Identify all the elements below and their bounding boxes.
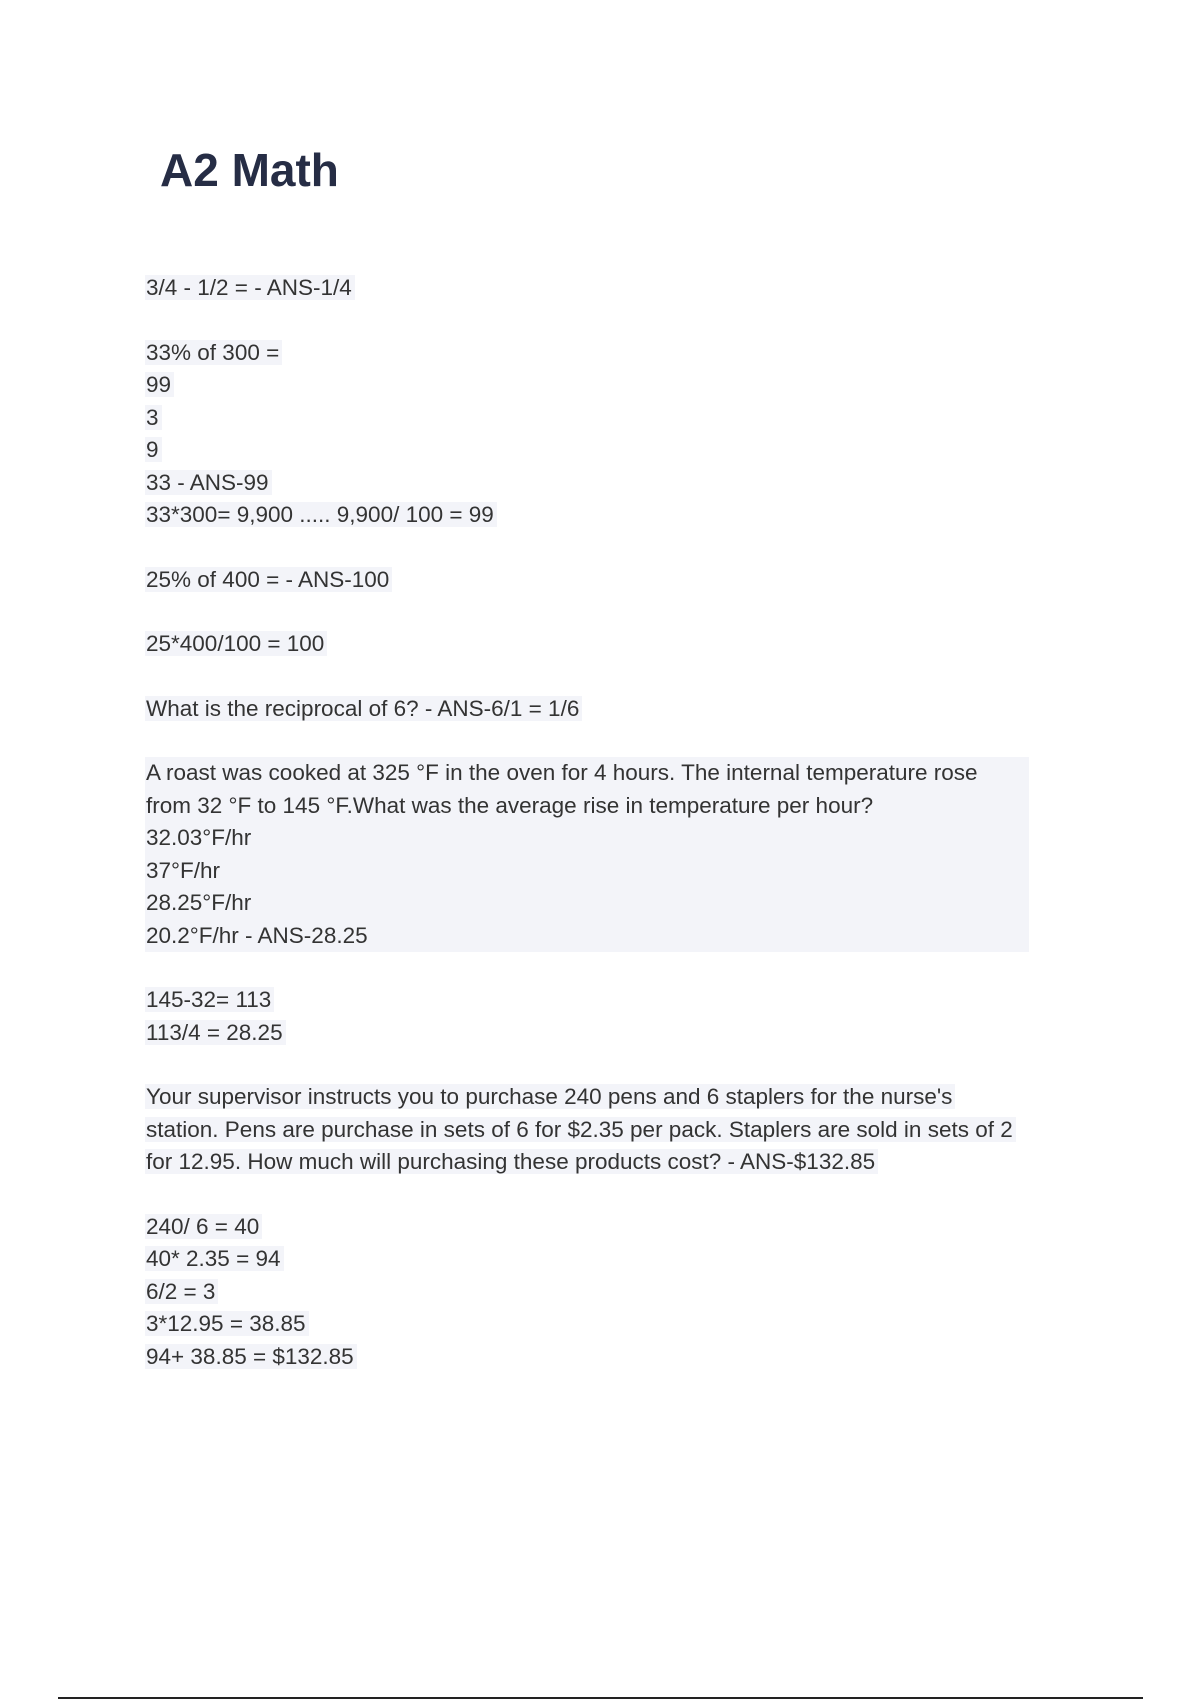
text-line: [145, 1017, 1085, 1050]
line-text: 33% of 300 =: [145, 340, 282, 365]
text-line: [145, 1243, 1085, 1276]
text-line: [145, 1211, 1085, 1244]
text-line: [145, 1081, 1085, 1114]
line-text: 28.25°F/hr: [145, 887, 1029, 920]
qa-block-percent-400: [145, 564, 1085, 597]
text-line: [145, 369, 1085, 402]
qa-block-percent-300: [145, 337, 1085, 532]
line-text: 3: [145, 405, 162, 430]
line-text: 33*300= 9,900 ..... 9,900/ 100 = 99: [145, 502, 497, 527]
text-line: [145, 920, 1085, 953]
text-line: [145, 272, 1085, 305]
work-block-percent-400: [145, 628, 1085, 661]
line-text: 9: [145, 437, 162, 462]
line-text: 3/4 - 1/2 = - ANS-1/4: [145, 275, 355, 300]
line-text: What is the reciprocal of 6? - ANS-6/1 = 1/6: [145, 696, 582, 721]
line-text: 33 - ANS-99: [145, 470, 272, 495]
text-line: [145, 1146, 1085, 1179]
text-line: [145, 693, 1085, 726]
text-line: [145, 337, 1085, 370]
text-line: [145, 790, 1085, 823]
work-block-supplies-cost: [145, 1211, 1085, 1374]
line-text: Your supervisor instructs you to purchase 240 pens and 6 staplers for the nurse's: [145, 1084, 955, 1109]
text-line: [145, 1276, 1085, 1309]
line-text: from 32 °F to 145 °F.What was the average rise in temperature per hour?: [145, 790, 1029, 823]
line-text: 6/2 = 3: [145, 1279, 218, 1304]
text-line: [145, 855, 1085, 888]
text-line: [145, 984, 1085, 1017]
text-line: [145, 1308, 1085, 1341]
text-line: [145, 1341, 1085, 1374]
qa-block-roast-temperature: [145, 757, 1085, 952]
text-line: [145, 1114, 1085, 1147]
line-text: 25*400/100 = 100: [145, 631, 327, 656]
line-text: 37°F/hr: [145, 855, 1029, 888]
line-text: station. Pens are purchase in sets of 6 for $2.35 per pack. Staplers are sold in sets of 2: [145, 1117, 1016, 1142]
document-body: [145, 272, 1085, 1405]
text-line: [145, 402, 1085, 435]
text-line: [145, 434, 1085, 467]
qa-block-reciprocal: [145, 693, 1085, 726]
text-line: [145, 757, 1085, 790]
text-line: [145, 822, 1085, 855]
line-text: 94+ 38.85 = $132.85: [145, 1344, 357, 1369]
qa-block-fraction-subtraction: [145, 272, 1085, 305]
line-text: 20.2°F/hr - ANS-28.25: [145, 920, 1029, 953]
page-title: A2 Math: [160, 144, 339, 196]
line-text: 32.03°F/hr: [145, 822, 1029, 855]
text-line: [145, 887, 1085, 920]
qa-block-supplies-cost: [145, 1081, 1085, 1179]
work-block-roast-temperature: [145, 984, 1085, 1049]
line-text: for 12.95. How much will purchasing these products cost? - ANS-$132.85: [145, 1149, 878, 1174]
line-text: 25% of 400 = - ANS-100: [145, 567, 392, 592]
footer-divider: [58, 1697, 1143, 1699]
text-line: [145, 467, 1085, 500]
line-text: 99: [145, 372, 174, 397]
line-text: 240/ 6 = 40: [145, 1214, 262, 1239]
line-text: 3*12.95 = 38.85: [145, 1311, 309, 1336]
line-text: 113/4 = 28.25: [145, 1020, 286, 1045]
text-line: [145, 564, 1085, 597]
line-text: 40* 2.35 = 94: [145, 1246, 284, 1271]
text-line: [145, 499, 1085, 532]
text-line: [145, 628, 1085, 661]
line-text: A roast was cooked at 325 °F in the oven for 4 hours. The internal temperature rose: [145, 757, 1029, 790]
line-text: 145-32= 113: [145, 987, 274, 1012]
